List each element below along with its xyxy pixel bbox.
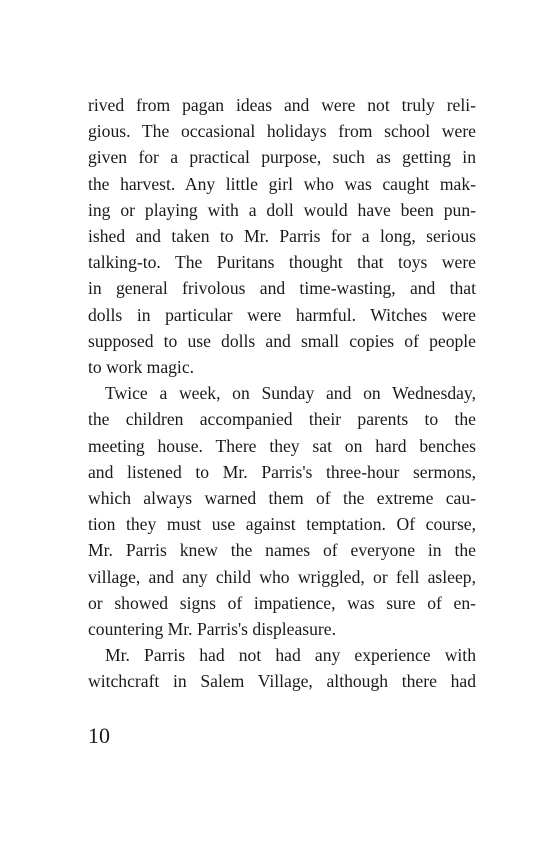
- text-line: in general frivolous and time-wasting, and that: [88, 278, 476, 299]
- text-line: talking-to. The Puritans thought that toys were: [88, 252, 476, 273]
- paragraph-1: [88, 92, 476, 380]
- text-line: or showed signs of impatience, was sure of en-: [88, 592, 476, 613]
- text-line: ished and taken to Mr. Parris for a long, serious: [88, 226, 476, 247]
- text-line: Mr. Parris had not had any experience with: [105, 645, 476, 666]
- text-line: given for a practical purpose, such as getting in: [88, 147, 476, 168]
- paragraph-2: [88, 380, 476, 642]
- text-line: Twice a week, on Sunday and on Wednesday,: [105, 383, 476, 404]
- text-line: the harvest. Any little girl who was caught mak-: [88, 173, 476, 194]
- paragraph-3: [88, 642, 476, 694]
- text-line: rived from pagan ideas and were not truly reli-: [88, 95, 476, 115]
- text-line: ing or playing with a doll would have been pun-: [88, 199, 476, 220]
- text-line: and listened to Mr. Parris's three-hour sermons,: [88, 461, 476, 482]
- text-line: dolls in particular were harmful. Witches were: [88, 304, 476, 325]
- body-text: [88, 92, 476, 695]
- text-line: village, and any child who wriggled, or fell asleep,: [88, 566, 476, 587]
- text-line: which always warned them of the extreme cau-: [88, 488, 476, 509]
- text-line: tion they must use against temptation. Of course,: [88, 514, 476, 535]
- text-line: to work magic.: [88, 357, 195, 378]
- text-line: witchcraft in Salem Village, although there had: [88, 671, 476, 692]
- page-number: 10: [88, 723, 110, 748]
- text-line: countering Mr. Parris's displeasure.: [88, 619, 336, 640]
- text-line: the children accompanied their parents to the: [88, 409, 476, 430]
- text-line: Mr. Parris knew the names of everyone in the: [88, 540, 476, 561]
- text-line: gious. The occasional holidays from school were: [88, 121, 476, 142]
- text-line: meeting house. There they sat on hard benches: [88, 435, 476, 456]
- text-line: supposed to use dolls and small copies of people: [88, 330, 476, 351]
